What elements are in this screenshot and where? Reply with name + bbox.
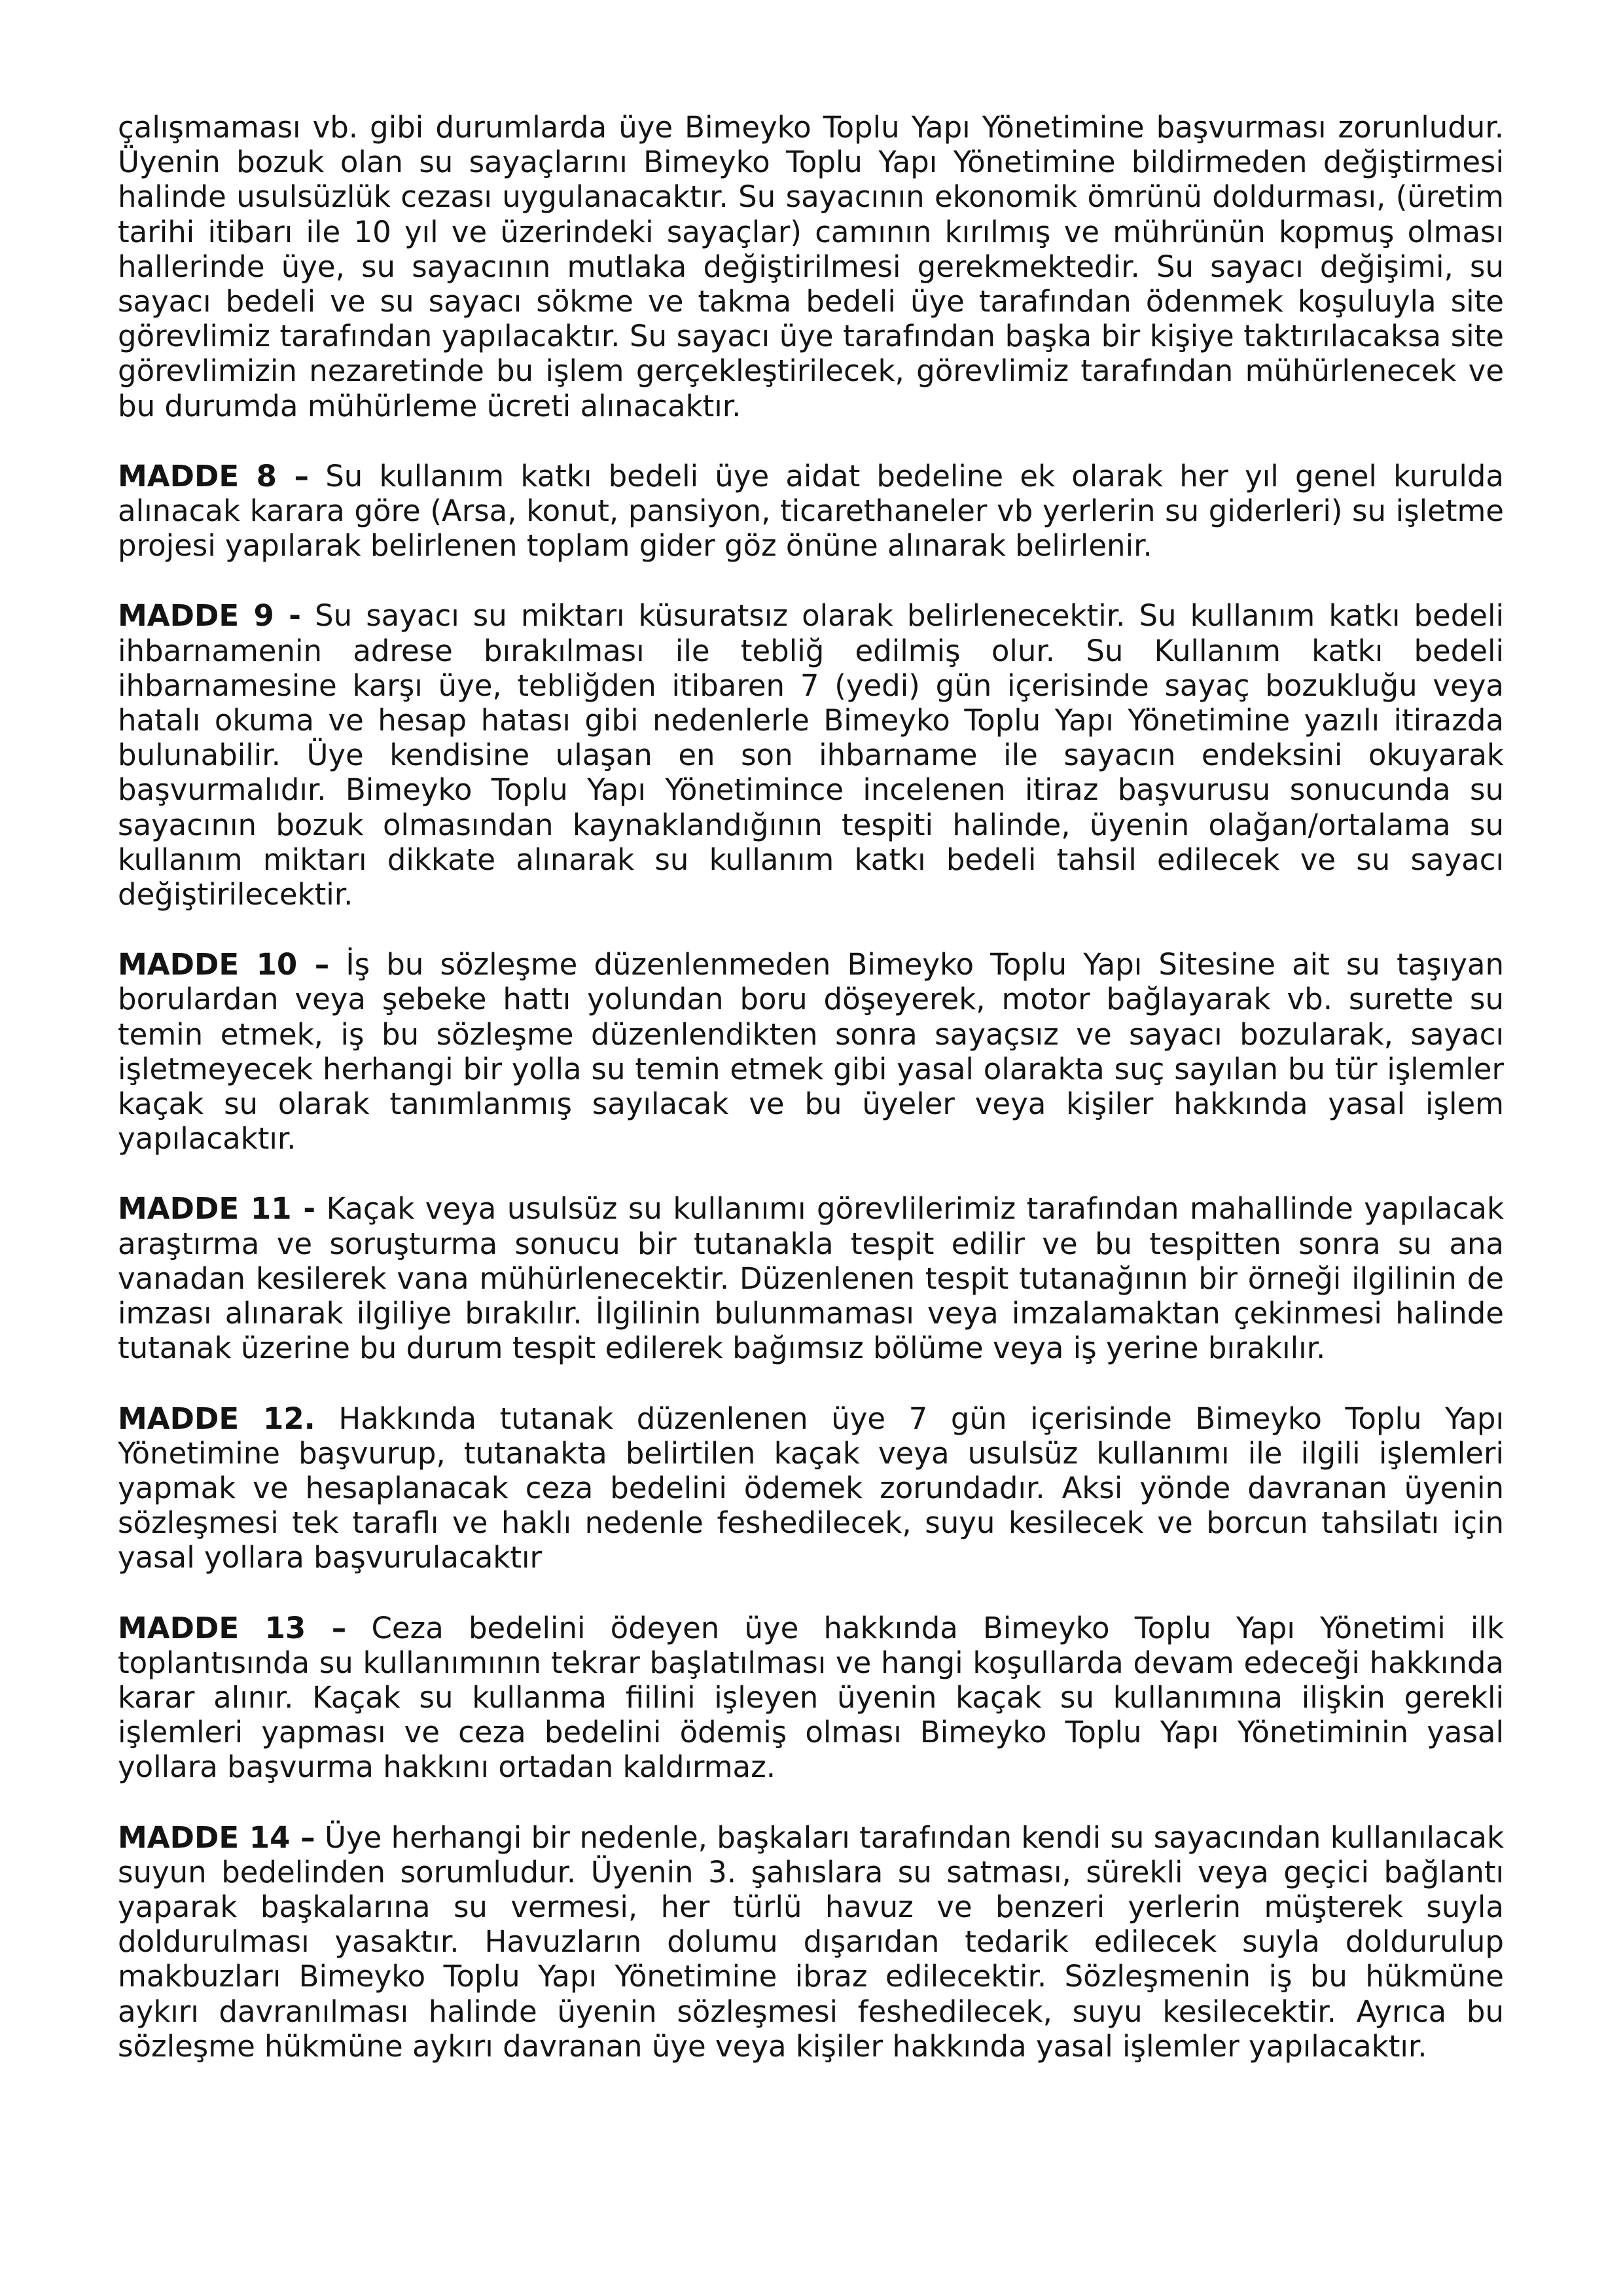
article-text: Hakkında tutanak düzenlenen üye 7 gün içerisinde Bimeyko Toplu Yapı Yönetimine başvurup, tutanakta belirtilen kaçak veya usulsüz kullanımı ile ilgili işlemleri yapmak ve hesaplanacak ceza bedelini ödemek zorundadır. Aksi yönde davranan üyenin sözleşmesi tek taraflı ve haklı nedenle feshedilecek, suyu kesilecek ve borcun tahsilatı için yasal yollara başvurulacaktır [118,1401,1505,1575]
article-text: Ceza bedelini ödeyen üye hakkında Bimeyko Toplu Yapı Yönetimi ilk toplantısında su kullanımının tekrar başlatılması ve hangi koşullarda devam edeceği hakkında karar alınır. Kaçak su kullanma fiilini işleyen üyenin kaçak su kullanımına ilişkin gerekli işlemleri yapması ve ceza bedelini ödemiş olması Bimeyko Toplu Yapı Yönetiminin yasal yollara başvurma hakkını ortadan kaldırmaz. [118,1610,1504,1785]
article-label: MADDE 11 - [118,1191,316,1227]
article-label: MADDE 10 – [118,947,330,982]
article-label: MADDE 14 – [118,1820,315,1855]
article-text: Su kullanım katkı bedeli üye aidat bedeline ek olarak her yıl genel kurulda alınacak karara göre (Arsa, konut, pansiyon, ticarethaneler vb yerlerin su giderleri) su işletme projesi yapılarak belirlenen toplam gider göz önüne alınarak belirlenir. [118,458,1504,564]
paragraph-text: çalışmaması vb. gibi durumlarda üye Bimeyko Toplu Yapı Yönetimine başvurması zorunludur. Üyenin bozuk olan su sayaçlarını Bimeyko Toplu Yapı Yönetimine bildirmeden değiştirmesi halinde usulsüzlük cezası uygulanacaktır. Su sayacının ekonomik ömrünü doldurması, (üretim tarihi itibarı ile 10 yıl ve üzerindeki sayaçlar) camının kırılmış ve mührünün kopmuş olması hallerinde üye, su sayacının mutlaka değiştirilmesi gerekmektedir. Su sayacı değişimi, su sayacı bedeli ve su sayacı sökme ve takma bedeli üye tarafından ödenmek koşuluyla site görevlimiz tarafından yapılacaktır. Su sayacı üye tarafından başka bir kişiye taktırılacaksa site görevlimizin nezaretinde bu işlem gerçekleştirilecek, görevlimiz tarafından mühürlenecek ve bu durumda mühürleme ücreti alınacaktır. [118,110,1504,423]
article-14 [118,1820,1504,2064]
article-11 [118,1191,1504,1365]
article-13 [118,1611,1504,1785]
paragraph-continuation [118,110,1504,423]
document-page [118,110,1504,2064]
article-text: Üye herhangi bir nedenle, başkaları tarafından kendi su sayacından kullanılacak suyun bedelinden sorumludur. Üyenin 3. şahıslara su satması, sürekli veya geçici bağlantı yaparak başkalarına su vermesi, her türlü havuz ve benzeri yerlerin müşterek suyla doldurulması yasaktır. Havuzların dolumu dışarıdan tedarik edilecek suyla doldurulup makbuzları Bimeyko Toplu Yapı Yönetimine ibraz edilecektir. Sözleşmenin iş bu hükmüne aykırı davranılması halinde üyenin sözleşmesi feshedilecek, suyu kesilecektir. Ayrıca bu sözleşme hükmüne aykırı davranan üye veya kişiler hakkında yasal işlemler yapılacaktır. [118,1820,1505,2064]
article-text: İş bu sözleşme düzenlenmeden Bimeyko Toplu Yapı Sitesine ait su taşıyan borulardan veya şebeke hattı yolundan boru döşeyerek, motor bağlayarak vb. surette su temin etmek, iş bu sözleşme düzenlendikten sonra sayaçsız ve sayacı bozularak, sayacı işletmeyecek herhangi bir yolla su temin etmek gibi yasal olarakta suç sayılan bu tür işlemler kaçak su olarak tanımlanmış sayılacak ve bu üyeler veya kişiler hakkında yasal işlem yapılacaktır. [118,947,1505,1157]
article-8 [118,459,1504,564]
article-text: Su sayacı su miktarı küsuratsız olarak belirlenecektir. Su kullanım katkı bedeli ihbarnamenin adrese bırakılması ile tebliğ edilmiş olur. Su Kullanım katkı bedeli ihbarnamesine karşı üye, tebliğden itibaren 7 (yedi) gün içerisinde sayaç bozukluğu veya hatalı okuma ve hesap hatası gibi nedenlerle Bimeyko Toplu Yapı Yönetimine yazılı itirazda bulunabilir. Üye kendisine ulaşan en son ihbarname ile sayacın endeksini okuyarak başvurmalıdır. Bimeyko Toplu Yapı Yönetimince incelenen itiraz başvurusu sonucunda su sayacının bozuk olmasından kaynaklandığının tespiti halinde, üyenin olağan/ortalama su kullanım miktarı dikkate alınarak su kullanım katkı bedeli tahsil edilecek ve su sayacı değiştirilecektir. [118,598,1504,912]
article-10 [118,947,1504,1156]
article-label: MADDE 13 – [118,1610,347,1645]
article-text: Kaçak veya usulsüz su kullanımı görevlilerimiz tarafından mahallinde yapılacak araştırma ve soruşturma sonucu bir tutanakla tespit edilir ve bu tespitten sonra su ana vanadan kesilerek vana mühürlenecektir. Düzenlenen tespit tutanağının bir örneği ilgilinin de imzası alınarak ilgiliye bırakılır. İlgilinin bulunmaması veya imzalamaktan çekinmesi halinde tutanak üzerine bu durum tespit edilerek bağımsız bölüme veya iş yerine bırakılır. [118,1191,1505,1366]
article-label: MADDE 8 – [118,458,309,493]
article-9 [118,598,1504,912]
article-label: MADDE 9 - [118,598,301,634]
article-12 [118,1401,1504,1575]
article-label: MADDE 12. [118,1401,315,1436]
